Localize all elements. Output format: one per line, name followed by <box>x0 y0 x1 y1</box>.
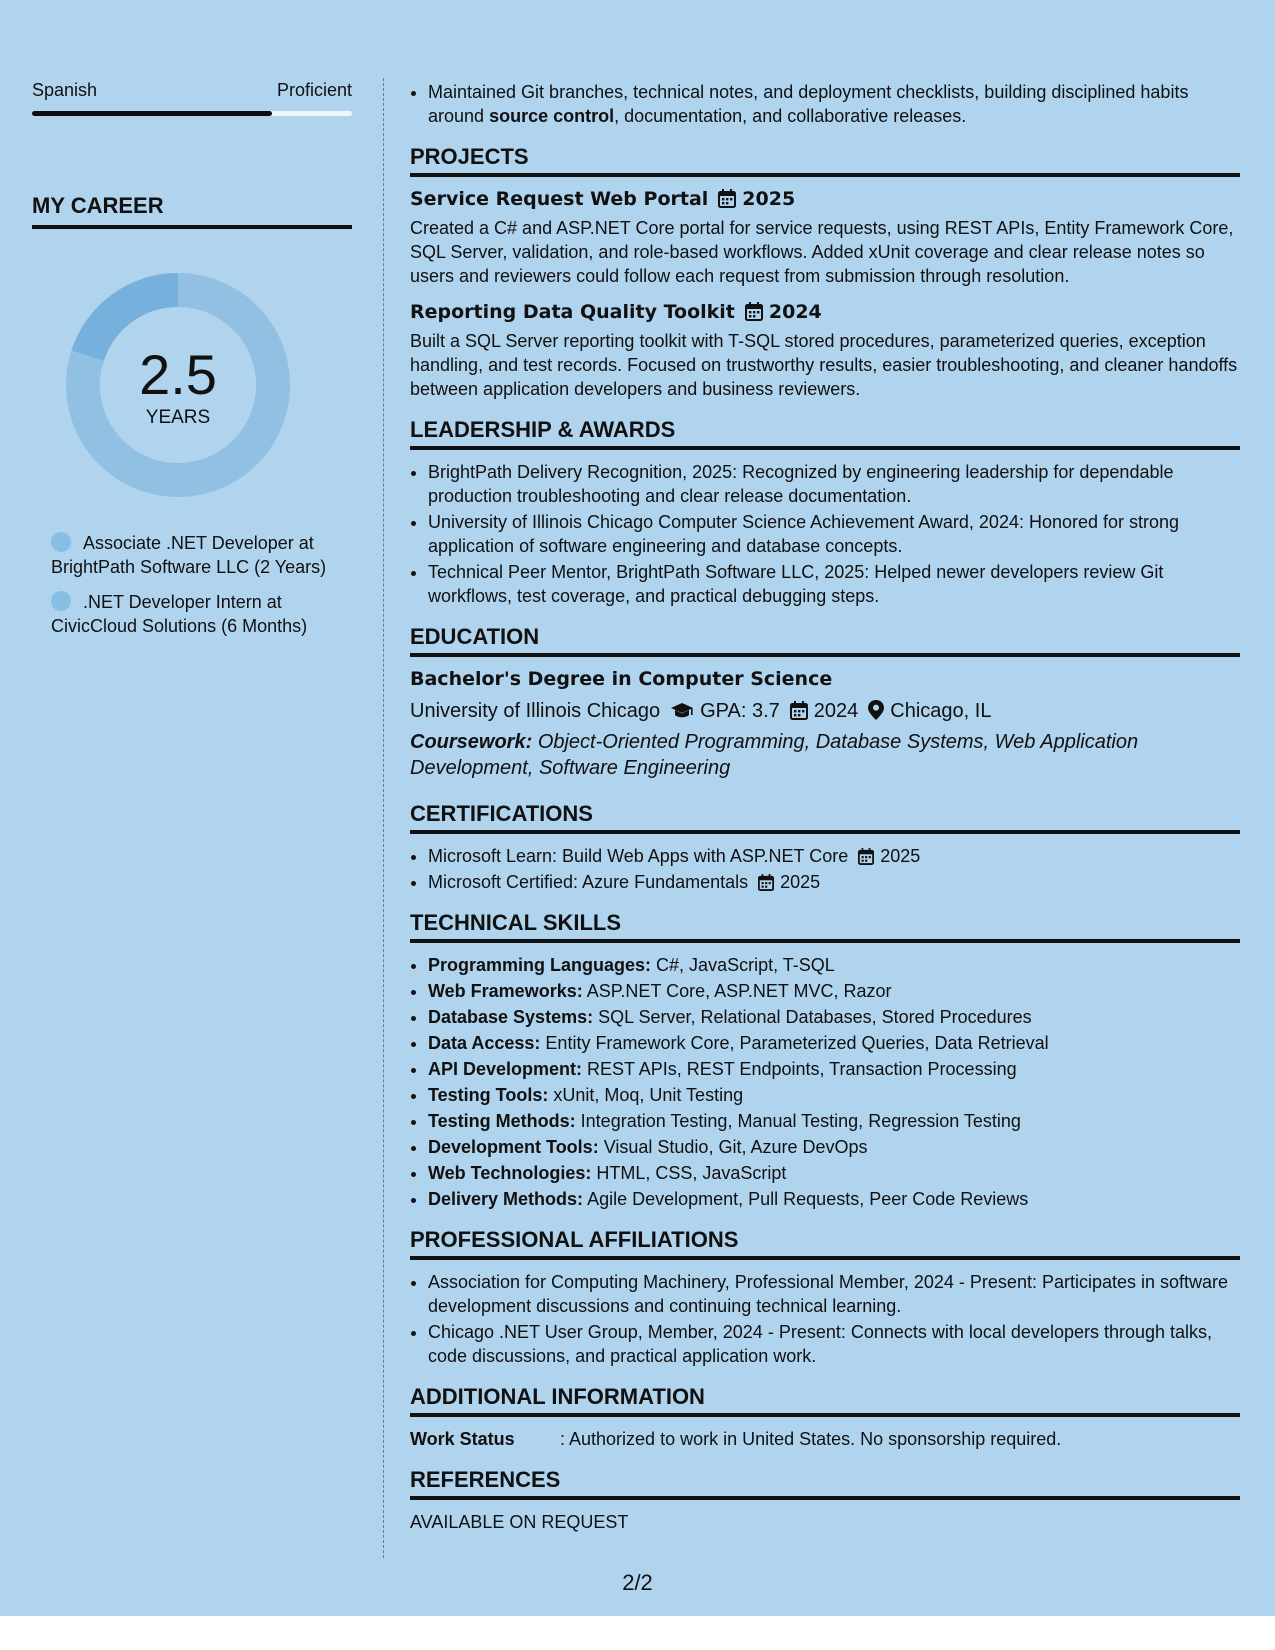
skill-value: ASP.NET Core, ASP.NET MVC, Razor <box>586 981 892 1001</box>
skill-label: API Development: <box>428 1059 583 1079</box>
skill-label: Development Tools: <box>428 1137 599 1157</box>
leadership-title: LEADERSHIP & AWARDS <box>410 417 1240 450</box>
gpa: GPA: 3.7 <box>700 700 780 722</box>
work-status-row <box>410 1427 1240 1451</box>
certification-year: 2025 <box>880 846 921 866</box>
certification-item <box>428 870 1240 894</box>
affiliation-item: • Association for Computing Machinery, Professional Member, 2024 - Present: Participates in software development discussions and continuing technical learning. <box>428 1270 1240 1318</box>
column-divider <box>383 78 384 1558</box>
calendar-icon <box>718 189 736 208</box>
page-number: 2/2 <box>622 1570 653 1595</box>
project-name: Service Request Web Portal <box>410 188 709 210</box>
leadership-item: • University of Illinois Chicago Computer Science Achievement Award, 2024: Honored for strong application of software engineering and database concepts. <box>428 510 1240 558</box>
skill-item <box>428 1135 1240 1159</box>
right-column <box>410 80 1240 1534</box>
skill-item <box>428 953 1240 977</box>
calendar-icon <box>790 701 808 720</box>
career-donut <box>66 273 290 497</box>
project-description: Built a SQL Server reporting toolkit with T-SQL stored procedures, parameterized queries, exception handling, and test records. Focused on trustworthy results, easier troubleshooting, and cleaner handoffs between application developers and business reviewers. <box>410 331 1238 399</box>
project-item <box>410 300 1240 401</box>
skill-label: Delivery Methods: <box>428 1189 584 1209</box>
project-description: Created a C# and ASP.NET Core portal for service requests, using REST APIs, Entity Framework Core, SQL Server, validation, and role-based workflows. Added xUnit coverage and clear release notes so users and reviewers could follow each request from submission through resolution. <box>410 218 1234 286</box>
project-item <box>410 187 1240 288</box>
career-years-value: 2.5 <box>139 343 217 406</box>
language-name: Spanish <box>32 80 98 100</box>
graduation-cap-icon <box>670 702 694 720</box>
skill-item <box>428 979 1240 1003</box>
location-pin-icon <box>868 700 884 720</box>
coursework <box>410 729 1240 781</box>
skill-label: Programming Languages: <box>428 955 652 975</box>
skill-value: C#, JavaScript, T-SQL <box>656 955 835 975</box>
education-details <box>410 697 1240 725</box>
graduation-year: 2024 <box>813 700 859 722</box>
affiliations-list <box>410 1270 1240 1368</box>
career-item <box>51 590 341 638</box>
skill-item <box>428 1109 1240 1133</box>
references-text: AVAILABLE ON REQUEST <box>410 1512 629 1532</box>
skill-label: Web Technologies: <box>428 1163 592 1183</box>
language-level: Proficient <box>276 80 352 100</box>
certification-name: Microsoft Learn: Build Web Apps with ASP.NET Core <box>428 846 849 866</box>
experience-bullet <box>428 80 1240 128</box>
language-level-fill <box>32 111 272 116</box>
coursework-label: Coursework: <box>410 731 533 753</box>
leadership-item: • Technical Peer Mentor, BrightPath Software LLC, 2025: Helped newer developers review Git workflows, test coverage, and practical debugging steps. <box>428 560 1240 608</box>
skill-value: REST APIs, REST Endpoints, Transaction Processing <box>587 1059 1017 1079</box>
education-title: EDUCATION <box>410 624 1240 657</box>
experience-bullets <box>410 80 1240 128</box>
career-item <box>51 531 341 579</box>
skill-label: Testing Methods: <box>428 1111 576 1131</box>
affiliations-title: PROFESSIONAL AFFILIATIONS <box>410 1227 1240 1260</box>
project-name: Reporting Data Quality Toolkit <box>410 301 735 323</box>
language-level-bar <box>32 111 352 116</box>
project-year: 2024 <box>768 301 822 323</box>
coursework-text: Object-Oriented Programming, Database Systems, Web Application Development, Software Engineering <box>410 731 1139 779</box>
bullet-text: , documentation, and collaborative releases. <box>614 106 967 126</box>
skill-value: SQL Server, Relational Databases, Stored Procedures <box>598 1007 1032 1027</box>
left-column <box>32 80 352 649</box>
additional-title: ADDITIONAL INFORMATION <box>410 1384 1240 1417</box>
bullet-emphasis: source control <box>489 106 615 126</box>
skill-item <box>428 1161 1240 1185</box>
calendar-icon <box>745 302 763 321</box>
affiliation-item: • Chicago .NET User Group, Member, 2024 - Present: Connects with local developers through talks, code discussions, and practical application work. <box>428 1320 1240 1368</box>
career-dot-icon <box>51 532 71 552</box>
skill-value: Integration Testing, Manual Testing, Regression Testing <box>580 1111 1021 1131</box>
calendar-icon <box>758 874 774 891</box>
projects-title: PROJECTS <box>410 144 1240 177</box>
work-status-label: Work Status <box>410 1429 515 1449</box>
career-title: MY CAREER <box>32 193 352 229</box>
skill-item <box>428 1187 1240 1211</box>
career-dot-icon <box>51 591 71 611</box>
leadership-item: • BrightPath Delivery Recognition, 2025: Recognized by engineering leadership for dependable production troubleshooting and clear release documentation. <box>428 460 1240 508</box>
skills-title: TECHNICAL SKILLS <box>410 910 1240 943</box>
skill-value: HTML, CSS, JavaScript <box>596 1163 787 1183</box>
project-heading <box>410 187 1240 211</box>
degree-title: Bachelor's Degree in Computer Science <box>410 668 833 690</box>
certification-year: 2025 <box>780 872 821 892</box>
skill-value: Entity Framework Core, Parameterized Queries, Data Retrieval <box>545 1033 1049 1053</box>
skill-value: Visual Studio, Git, Azure DevOps <box>603 1137 868 1157</box>
work-status-value: : Authorized to work in United States. No sponsorship required. <box>560 1429 1062 1449</box>
certification-item <box>428 844 1240 868</box>
references-title: REFERENCES <box>410 1467 1240 1500</box>
career-years-unit: YEARS <box>145 407 211 428</box>
calendar-icon <box>858 848 874 865</box>
certifications-list <box>410 844 1240 894</box>
school-name: University of Illinois Chicago <box>410 700 661 722</box>
career-list <box>32 531 352 638</box>
leadership-list <box>410 460 1240 608</box>
language-row <box>32 80 352 101</box>
project-year: 2025 <box>742 188 796 210</box>
skill-label: Web Frameworks: <box>428 981 583 1001</box>
school-location: Chicago, IL <box>890 700 992 722</box>
certification-name: Microsoft Certified: Azure Fundamentals <box>428 872 749 892</box>
skill-item <box>428 1083 1240 1107</box>
skill-value: xUnit, Moq, Unit Testing <box>553 1085 744 1105</box>
skill-value: Agile Development, Pull Requests, Peer Code Reviews <box>587 1189 1029 1209</box>
skill-item <box>428 1005 1240 1029</box>
skill-label: Database Systems: <box>428 1007 594 1027</box>
career-item-text: Associate .NET Developer at BrightPath Software LLC (2 Years) <box>51 533 327 577</box>
skill-item <box>428 1031 1240 1055</box>
skills-list <box>410 953 1240 1211</box>
skill-label: Testing Tools: <box>428 1085 549 1105</box>
skill-item <box>428 1057 1240 1081</box>
skill-label: Data Access: <box>428 1033 541 1053</box>
project-heading <box>410 300 1240 324</box>
bullet-text: Maintained Git branches, technical notes, and deployment checklists, building disciplined habits around <box>428 82 1189 126</box>
certifications-title: CERTIFICATIONS <box>410 801 1240 834</box>
career-item-text: .NET Developer Intern at CivicCloud Solutions (6 Months) <box>51 592 308 636</box>
